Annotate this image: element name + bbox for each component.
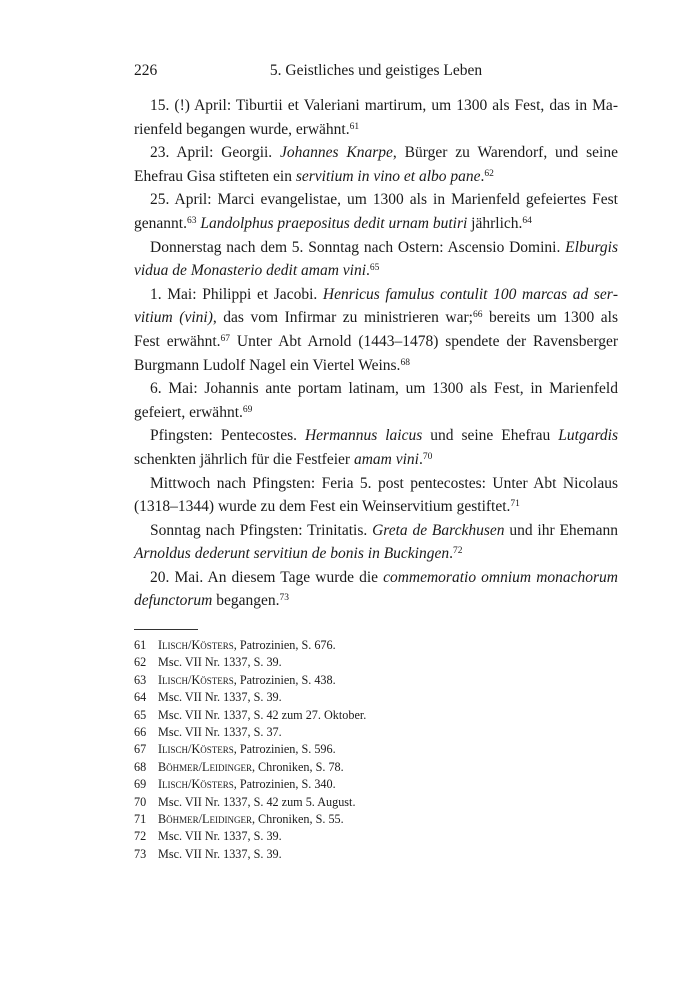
text-run: Unter Abt Arnold (1443–1478) spendete der Ravensberger Burgmann Ludolf Nagel ein Viertel Weins. [134,332,618,374]
body-paragraph [134,424,618,471]
italic-text: commemoratio omnium monachorum defunctorum [134,568,618,610]
body-paragraph [134,377,618,424]
footnote-text [158,811,344,828]
text-run: Pfingsten: Pentecostes. [150,427,305,445]
footnote [134,672,618,689]
text-run: jährlich. [467,214,523,232]
footnote [134,654,618,671]
text-run: . [418,450,423,468]
author-name: Ilisch/Kösters [158,742,234,757]
italic-text: Johannes Knarpe [280,144,393,162]
citation-text: , Chroniken, S. 78. [251,759,344,774]
body-paragraph [134,94,618,141]
text-run: begangen. [212,592,280,610]
footnotes [134,637,618,863]
footnote-reference: 70 [422,451,433,462]
text-run: 6. Mai: Johannis ante portam latinam, um 1300 als Fest, in Marienfeld gefeiert, erwähnt. [134,380,618,421]
footnote [134,794,618,811]
text-run: 1. Mai: Philippi et Jacobi. [150,285,323,303]
footnote-reference: 63 [186,215,197,226]
text-run: 23. April: Georgii. [150,144,281,162]
text-run: 15. (!) April: Tiburtii et Valeriani martirum, um 1300 als Fest, das in Marienfeld begangen wurde, erwähnt. [134,97,618,138]
footnote-reference: 68 [400,357,410,368]
citation-text: , Patrozinien, S. 596. [233,742,336,757]
text-run: , das vom Infirmar zu ministrieren war; [212,309,473,327]
footnote-text [158,828,282,845]
footnote-reference: 62 [484,168,494,179]
footnote-reference: 69 [242,404,253,415]
footnote-reference: 72 [453,546,463,557]
footnote [134,689,618,706]
footnote [134,637,618,654]
footnote [134,776,618,793]
italic-text: servitium in vino et albo pane [295,167,481,185]
author-name: Ilisch/Kösters [158,672,234,687]
citation-text: Msc. VII Nr. 1337, S. 42 zum 27. Oktober. [158,707,367,722]
text-run: 20. Mai. An diesem Tage wurde die [150,568,384,586]
footnote-text [158,689,282,706]
footnote-text [158,654,282,671]
citation-text: Msc. VII Nr. 1337, S. 37. [158,725,282,740]
footnote [134,759,618,776]
citation-text: , Patrozinien, S. 676. [233,638,336,652]
footnote-text [158,672,336,689]
text-run: Sonntag nach Pfingsten: Trinitatis. [150,521,373,539]
footnote-number: 69 [134,777,147,792]
body-text [134,94,618,613]
italic-text: Henricus famulus contulit 100 marcas ad servitium (vini) [134,285,618,327]
body-paragraph [134,566,618,613]
footnote-reference: 65 [369,262,380,273]
text-run: schenkten jährlich für die Festfeier [134,450,354,468]
footnote [134,724,618,741]
footnote-reference: 71 [510,498,520,509]
footnote-number: 64 [134,690,147,705]
footnote-text [158,846,282,863]
body-paragraph [134,188,618,235]
citation-text: , Patrozinien, S. 340. [233,777,336,792]
footnote-text [158,741,336,758]
footnote [134,707,618,724]
footnote-separator [134,629,198,630]
footnote-text [158,707,366,724]
footnote-number: 62 [134,655,147,670]
citation-text: , Chroniken, S. 55. [251,812,344,827]
text-run: . [480,167,485,185]
citation-text: Msc. VII Nr. 1337, S. 39. [158,655,282,670]
footnote-number: 68 [134,759,147,774]
footnote-reference: 66 [472,310,483,321]
text-run: und seine Ehefrau [422,427,559,445]
footnote [134,828,618,845]
author-name: Ilisch/Kösters [158,777,234,792]
text-run: 25. April: Marci evangelistae, um 1300 als in Marienfeld gefeiertes Fest genannt. [134,191,618,232]
body-paragraph [134,519,618,566]
citation-text: Msc. VII Nr. 1337, S. 39. [158,846,282,861]
italic-text: amam vini [353,450,419,468]
italic-text: Landolphus praepositus dedit urnam butiri [200,214,468,232]
footnote-number: 70 [134,794,147,809]
body-paragraph [134,283,618,377]
footnote-reference: 73 [279,593,289,604]
footnote-text [158,759,344,776]
footnote-reference: 61 [349,121,360,132]
footnote-reference: 67 [220,333,231,344]
italic-text: Arnoldus dederunt servitiun de bonis in Buckingen [134,545,450,563]
footnote-text [158,724,282,741]
text-run: Donnerstag nach dem 5. Sonntag nach Ostern: Ascensio Domini. [150,238,566,256]
footnote [134,846,618,863]
body-paragraph [134,472,618,519]
citation-text: Msc. VII Nr. 1337, S. 39. [158,690,282,705]
footnote-text [158,637,336,654]
footnote-number: 73 [134,846,147,861]
body-paragraph [134,236,618,283]
citation-text: Msc. VII Nr. 1337, S. 39. [158,829,282,844]
italic-text: Greta de Barckhusen [372,521,505,539]
italic-text: Elburgis vidua de Monasterio dedit amam vini [134,238,618,280]
author-name: Ilisch/Kösters [158,638,234,652]
footnote-number: 67 [134,742,147,757]
footnote-number: 72 [134,829,147,844]
running-head: 5. Geistliches und geistiges Leben [269,62,483,79]
body-paragraph [134,141,618,188]
footnote [134,811,618,828]
page-header [134,62,618,86]
footnote-number: 71 [134,812,147,827]
text-run: Mittwoch nach Pfingsten: Feria 5. post pentecostes: Unter Abt Nicolaus (1318–1344) wurde zu dem Fest ein Weinservitium gestiftet. [134,474,618,516]
author-name: Böhmer/Leidinger [158,759,252,774]
text-run: . [449,545,453,563]
footnote-number: 61 [134,638,147,652]
author-name: Böhmer/Leidinger [158,812,252,827]
italic-text: Hermannus laicus [304,427,423,445]
text-run: bereits um 1300 als Fest erwähnt. [134,309,618,350]
text-run: und ihr Ehemann [504,521,618,539]
footnote-text [158,776,336,793]
footnote-number: 63 [134,672,147,687]
text-run: , Bürger zu Warendorf, und seine Ehefrau Gisa stifteten ein [134,144,618,185]
text-run: . [366,262,370,280]
footnote-number: 65 [134,707,147,722]
citation-text: , Patrozinien, S. 438. [233,672,336,687]
page-number: 226 [134,62,158,79]
footnote-reference: 64 [522,215,532,226]
footnote [134,741,618,758]
footnote-text [158,794,356,811]
italic-text: Lutgardis [558,427,618,445]
footnote-number: 66 [134,725,147,740]
citation-text: Msc. VII Nr. 1337, S. 42 zum 5. August. [158,794,356,809]
